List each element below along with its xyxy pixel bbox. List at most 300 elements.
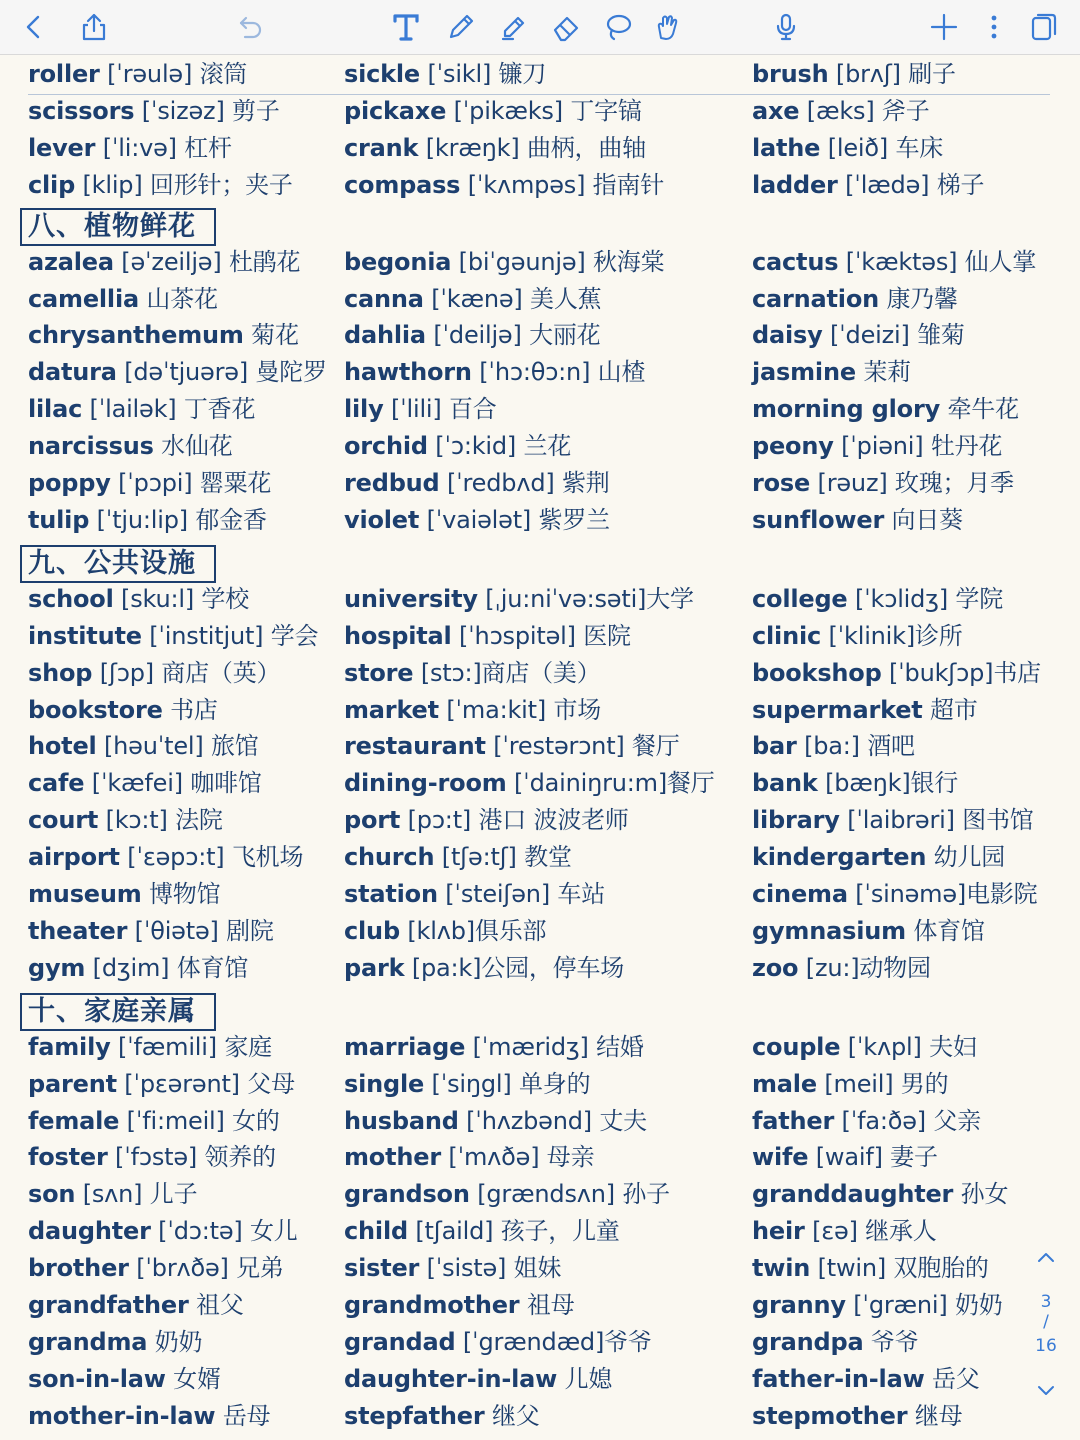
vocab-word: morning glory <box>752 395 941 424</box>
vocab-definition: 儿媳 <box>564 1364 613 1393</box>
vocab-definition: [ʃɔp] 商店（英） <box>99 658 281 687</box>
vocab-definition: [ˈsizəz] 剪子 <box>141 96 280 125</box>
vocab-word: lathe <box>752 133 821 162</box>
vocab-entry <box>28 283 218 315</box>
vocab-entry <box>752 878 1037 910</box>
vocab-entry <box>752 95 930 127</box>
vocab-definition: [ˈrestərɔnt] 餐厅 <box>493 732 680 761</box>
vocab-entry <box>28 430 233 462</box>
eraser-tool-icon[interactable] <box>548 9 584 45</box>
vocab-word: gym <box>28 953 86 982</box>
vocab-definition: [dəˈtjuərə] 曼陀罗 <box>124 358 327 387</box>
vocab-word: stepfather <box>344 1401 485 1430</box>
vocab-entry <box>28 95 280 127</box>
vocab-definition: [stɔ:]商店（美） <box>420 658 601 687</box>
vocab-definition: [klʌb]俱乐部 <box>407 916 547 945</box>
vocab-definition: [klip] 回形针；夹子 <box>82 170 293 199</box>
vocab-definition: 女婿 <box>173 1364 221 1393</box>
vocab-entry <box>344 95 642 127</box>
vocab-entry <box>28 730 259 762</box>
vocab-word: marriage <box>344 1032 466 1061</box>
vocab-word: tulip <box>28 505 90 534</box>
vocab-word: airport <box>28 843 120 872</box>
vocab-definition: 岳父 <box>931 1364 980 1393</box>
total-page-count: 16 <box>1035 1336 1057 1356</box>
vocab-definition: [sku:l] 学校 <box>121 584 250 613</box>
vocab-word: chrysanthemum <box>28 321 244 350</box>
vocab-word: twin <box>752 1254 811 1283</box>
vocab-definition: [ˈkʌpl] 夫妇 <box>847 1032 977 1061</box>
vocab-word: child <box>344 1217 408 1246</box>
vocab-entry <box>28 504 267 536</box>
vocab-entry <box>344 430 571 462</box>
vocab-entry <box>752 169 984 201</box>
hand-gesture-tool-icon[interactable] <box>650 9 686 45</box>
section-heading: 八、植物鲜花 <box>20 208 216 246</box>
vocab-word: single <box>344 1069 425 1098</box>
vocab-definition: [æks] 斧子 <box>806 96 930 125</box>
lasso-tool-icon[interactable] <box>600 9 636 45</box>
page-up-icon[interactable] <box>1034 1246 1058 1270</box>
vocab-definition: [ˈθiətə] 剧院 <box>134 916 274 945</box>
vocab-definition: [ˈsistə] 姐妹 <box>426 1254 562 1283</box>
vocab-word: peony <box>752 432 834 461</box>
vocab-definition: 菊花 <box>251 321 299 350</box>
vocab-definition: [ˈmʌðə] 母亲 <box>448 1143 595 1172</box>
vocab-definition: [ˈdeiljə] 大丽花 <box>433 321 601 350</box>
vocab-word: father-in-law <box>752 1364 925 1393</box>
vocab-definition: [ˈkæfei] 咖啡馆 <box>91 769 262 798</box>
vocab-entry <box>28 169 293 201</box>
note-page[interactable] <box>0 54 1080 1440</box>
vocab-definition: [həuˈtel] 旅馆 <box>104 732 259 761</box>
vocab-entry <box>28 915 274 947</box>
vocab-entry <box>344 1178 670 1210</box>
vocab-entry <box>752 1289 1003 1321</box>
vocab-word: sunflower <box>752 505 885 534</box>
vocab-definition: [ˈsikl] 镰刀 <box>427 60 547 88</box>
vocab-word: grandma <box>28 1327 148 1356</box>
vocab-entry <box>752 915 985 947</box>
share-icon[interactable] <box>76 9 112 45</box>
vocab-entry <box>344 132 646 164</box>
vocab-entry <box>344 1289 575 1321</box>
vocab-entry <box>28 804 223 836</box>
vocab-definition: [ˈpεərənt] 父母 <box>124 1069 295 1098</box>
vocab-word: begonia <box>344 247 452 276</box>
vocab-word: daughter-in-law <box>344 1364 558 1393</box>
vocab-definition: 继母 <box>914 1401 963 1430</box>
vocab-definition: [ˈsinəmə]电影院 <box>855 880 1038 908</box>
vocab-word: bookshop <box>752 658 882 687</box>
vocab-word: violet <box>344 505 420 534</box>
vocab-entry <box>344 1326 652 1358</box>
vocab-definition: [kɔ:t] 法院 <box>105 806 223 835</box>
vocab-entry <box>28 878 220 910</box>
vocab-word: supermarket <box>752 695 923 724</box>
vocab-entry <box>344 1141 594 1173</box>
vocab-word: poppy <box>28 469 111 497</box>
vocab-definition: [ˈpikæks] 丁字镐 <box>453 96 642 125</box>
vocab-entry <box>752 1326 919 1358</box>
vocab-word: daisy <box>752 321 823 350</box>
vocab-word: crank <box>344 133 419 162</box>
vocab-word: store <box>344 658 414 687</box>
vocab-definition: [ˈkænə] 美人蕉 <box>431 284 602 313</box>
vocab-word: sickle <box>344 60 421 88</box>
vocab-definition: [grændsʌn] 孙子 <box>477 1180 670 1209</box>
vocab-word: cactus <box>752 247 839 276</box>
vocab-word: cafe <box>28 769 85 798</box>
vocab-definition: [ˈlædə] 梯子 <box>845 170 985 199</box>
vocab-entry <box>28 1031 272 1063</box>
vocab-definition: [ˈlili] 百合 <box>390 395 497 424</box>
vocab-word: clinic <box>752 621 822 650</box>
vocab-entry <box>752 620 963 652</box>
vocab-entry <box>344 878 605 910</box>
vocab-word: port <box>344 806 401 835</box>
vocab-word: compass <box>344 170 461 199</box>
vocab-definition: [ˈdeizi] 雏菊 <box>829 321 965 350</box>
vocab-word: female <box>28 1106 120 1135</box>
vocab-entry <box>752 132 943 164</box>
vocab-word: hotel <box>28 732 97 761</box>
vocab-entry <box>752 583 1003 615</box>
vocab-definition: 奶奶 <box>154 1327 203 1356</box>
vocab-word: university <box>344 584 478 613</box>
vocab-definition: 祖母 <box>526 1291 575 1319</box>
vocab-entry <box>344 952 624 984</box>
vocab-entry <box>752 1105 981 1137</box>
vocab-word: granddaughter <box>752 1180 954 1209</box>
vocab-word: male <box>752 1069 817 1098</box>
page-separator: / <box>1043 1312 1049 1332</box>
vocab-definition: 康乃馨 <box>886 284 958 313</box>
vocab-definition: [sʌn] 儿子 <box>82 1180 198 1209</box>
vocab-definition: [ˈtju:lip] 郁金香 <box>96 505 267 534</box>
vocab-entry <box>28 767 262 799</box>
vocab-word: son <box>28 1180 76 1209</box>
vocab-word: pickaxe <box>344 96 447 125</box>
vocab-entry <box>752 1252 989 1284</box>
vocab-word: mother-in-law <box>28 1401 216 1430</box>
vocab-entry <box>752 356 911 388</box>
vocab-definition: [ˈsiŋgl] 单身的 <box>431 1069 591 1098</box>
vocab-word: library <box>752 806 840 835</box>
vocab-entry <box>28 246 300 278</box>
vocab-word: zoo <box>752 953 799 982</box>
vocab-entry <box>28 1363 221 1395</box>
vocab-definition: [ˈfɔstə] 领养的 <box>115 1143 276 1172</box>
vocab-definition: [ˈdainiŋru:m]餐厅 <box>514 769 715 798</box>
vocab-definition: [zu:]动物园 <box>805 953 931 982</box>
vocab-word: lever <box>28 133 96 162</box>
vocab-entry <box>344 730 680 762</box>
vocab-entry <box>752 504 963 536</box>
vocab-definition: 博物馆 <box>149 880 221 908</box>
vocab-word: kindergarten <box>752 843 927 872</box>
vocab-entry <box>28 583 249 615</box>
vocab-definition: [ˈfa:ðə] 父亲 <box>841 1106 981 1135</box>
vocab-word: college <box>752 584 848 613</box>
vocab-entry <box>752 767 958 799</box>
vocab-word: bookstore <box>28 695 163 724</box>
page-down-icon[interactable] <box>1034 1378 1058 1402</box>
vocab-definition: [ˈfi:meil] 女的 <box>126 1106 280 1135</box>
vocab-definition: [ˈlaibrəri] 图书馆 <box>847 806 1034 835</box>
vocab-definition: 祖父 <box>196 1291 244 1319</box>
vocab-word: carnation <box>752 284 880 313</box>
vocab-word: parent <box>28 1069 117 1098</box>
vocab-definition: [ˈhɔspitəl] 医院 <box>459 621 631 650</box>
back-chevron-icon[interactable] <box>16 9 52 45</box>
vocab-entry <box>752 694 978 726</box>
vocab-word: lilac <box>28 395 83 424</box>
vocab-entry <box>752 1031 977 1063</box>
vocab-word: bar <box>752 732 797 761</box>
vocab-word: canna <box>344 284 424 313</box>
vocab-word: daughter <box>28 1217 151 1246</box>
vocab-definition: 继父 <box>491 1401 540 1430</box>
vocab-definition: [meil] 男的 <box>824 1069 949 1098</box>
vocab-entry <box>752 657 1041 689</box>
vocab-entry <box>752 952 931 984</box>
vocab-word: ladder <box>752 170 838 199</box>
vocab-entry <box>344 246 664 278</box>
vocab-word: stepmother <box>752 1401 908 1430</box>
vocab-word: hospital <box>344 621 452 650</box>
vocab-entry <box>28 356 327 388</box>
vocab-entry <box>752 730 915 762</box>
vocab-word: mother <box>344 1143 441 1172</box>
vocab-word: school <box>28 584 114 613</box>
vocab-entry <box>752 1068 948 1100</box>
vocab-entry <box>344 393 497 425</box>
vocab-definition: [biˈgəunjə] 秋海棠 <box>458 247 665 276</box>
vocab-word: granny <box>752 1291 846 1319</box>
vocab-entry <box>752 393 1019 425</box>
vocab-entry <box>344 1068 590 1100</box>
vocab-entry <box>28 1068 295 1100</box>
vocab-definition: 幼儿园 <box>933 843 1006 872</box>
vocab-entry <box>28 467 271 499</box>
vocab-definition: [əˈzeiljə] 杜鹃花 <box>121 247 301 276</box>
vocab-definition: 超市 <box>930 695 978 724</box>
vocab-word: roller <box>28 60 100 88</box>
vocab-entry <box>344 657 601 689</box>
vocab-entry <box>28 1178 197 1210</box>
vocab-definition: 向日葵 <box>891 505 963 534</box>
vocab-definition: [ˈbukʃɔp]书店 <box>889 658 1041 687</box>
vocab-entry <box>344 1031 644 1063</box>
vocab-definition: [ˈma:kit] 市场 <box>446 695 602 724</box>
vocab-entry <box>344 504 610 536</box>
vocab-word: orchid <box>344 432 428 461</box>
vocab-definition: [dʒim] 体育馆 <box>92 953 249 982</box>
vocab-definition: [ˈklinik]诊所 <box>828 621 963 650</box>
vocab-entry <box>752 319 965 351</box>
vocab-definition: [ˈpɔpi] 罂粟花 <box>118 469 272 497</box>
text-tool-icon[interactable] <box>388 9 424 45</box>
vocab-entry <box>28 319 299 351</box>
vocab-definition: [ˈkʌmpəs] 指南针 <box>467 170 665 199</box>
vocab-definition: [ˈli:və] 杠杆 <box>102 133 232 162</box>
vocab-definition: [ˈgrændæd]爷爷 <box>462 1327 652 1356</box>
section-heading: 九、公共设施 <box>20 545 216 583</box>
vocab-definition: [ˈεəpɔ:t] 飞机场 <box>127 843 304 872</box>
vocab-definition: [ˈrəulə] 滚筒 <box>107 60 248 88</box>
toolbar <box>0 0 1080 55</box>
vocab-word: theater <box>28 916 128 945</box>
vocab-word: market <box>344 695 439 724</box>
vocab-definition: 茉莉 <box>863 358 911 387</box>
vocab-definition: [ˈsteiʃən] 车站 <box>445 880 606 908</box>
vocab-entry <box>28 393 255 425</box>
vocab-entry <box>344 767 715 799</box>
vocab-definition: 水仙花 <box>161 432 233 461</box>
vocab-definition: 书店 <box>170 695 218 724</box>
vocab-definition: 牵牛花 <box>947 395 1019 424</box>
vocab-word: grandad <box>344 1327 456 1356</box>
vocab-definition: [tʃaild] 孩子，儿童 <box>415 1217 620 1246</box>
vocab-entry <box>344 1400 540 1432</box>
vocab-entry <box>344 694 601 726</box>
vocab-word: datura <box>28 358 117 387</box>
vocab-word: camellia <box>28 284 139 313</box>
vocab-entry <box>752 246 1036 278</box>
vocab-entry <box>344 283 601 315</box>
vocab-entry <box>752 467 1014 499</box>
vocab-word: wife <box>752 1143 809 1172</box>
more-options-icon[interactable] <box>976 9 1012 45</box>
vocab-word: park <box>344 953 405 982</box>
vocab-word: gymnasium <box>752 916 906 945</box>
vocab-word: dahlia <box>344 321 426 350</box>
vocab-word: court <box>28 806 99 835</box>
vocab-entry <box>28 841 303 873</box>
vocab-definition: [twin] 双胞胎的 <box>817 1254 989 1283</box>
vocab-entry <box>28 657 280 689</box>
vocab-word: axe <box>752 96 800 125</box>
vocab-definition: [tʃə:tʃ] 教堂 <box>441 843 572 872</box>
vocab-word: scissors <box>28 96 135 125</box>
vocab-entry <box>344 915 546 947</box>
vocab-entry <box>28 1400 270 1432</box>
vocab-definition: 山茶花 <box>146 284 218 313</box>
vocab-definition: [ˈgræni] 奶奶 <box>853 1291 1003 1319</box>
vocab-word: station <box>344 880 438 908</box>
vocab-entry <box>752 841 1005 873</box>
vocab-entry <box>344 356 645 388</box>
vocab-entry <box>28 694 218 726</box>
vocab-entry <box>752 58 956 90</box>
vocab-word: museum <box>28 880 142 908</box>
vocab-definition: [ˈkɔlidʒ] 学院 <box>854 584 1004 613</box>
vocab-definition: [ˈlailək] 丁香花 <box>89 395 256 424</box>
vocab-word: couple <box>752 1032 841 1061</box>
pen-tool-icon[interactable] <box>443 9 479 45</box>
vocab-word: rose <box>752 469 811 497</box>
vocab-entry <box>344 804 629 836</box>
vocab-definition: 爷爷 <box>870 1327 919 1356</box>
vocab-definition: 孙女 <box>960 1180 1009 1209</box>
vocab-entry <box>752 283 958 315</box>
vocab-definition: [kræŋk] 曲柄，曲轴 <box>425 133 646 162</box>
vocab-word: foster <box>28 1143 108 1172</box>
section-heading: 十、家庭亲属 <box>20 993 216 1031</box>
vocab-entry <box>752 1215 937 1247</box>
vocab-word: restaurant <box>344 732 486 761</box>
vocab-definition: [ba:] 酒吧 <box>804 732 915 761</box>
vocab-definition: [ˈinstitjut] 学会 <box>149 621 319 650</box>
vocab-definition: [ˈdɔ:tə] 女儿 <box>158 1217 298 1246</box>
vocab-word: bank <box>752 769 818 798</box>
vocab-definition: [ˈhɔ:θɔ:n] 山楂 <box>479 358 646 387</box>
vocab-word: grandson <box>344 1180 470 1209</box>
vocab-definition: [bæŋk]银行 <box>825 769 959 798</box>
add-page-icon[interactable] <box>926 9 962 45</box>
page-navigator <box>1026 1240 1066 1410</box>
vocab-entry <box>28 132 232 164</box>
vocab-entry <box>752 1363 980 1395</box>
microphone-icon[interactable] <box>768 9 804 45</box>
vocab-word: hawthorn <box>344 358 472 387</box>
vocab-entry <box>28 1289 244 1321</box>
vocab-word: brush <box>752 60 829 88</box>
vocab-entry <box>344 841 572 873</box>
vocab-definition: 岳母 <box>222 1401 271 1430</box>
current-page-number: 3 <box>1040 1292 1052 1312</box>
vocab-word: institute <box>28 621 142 650</box>
vocab-entry <box>752 1141 938 1173</box>
vocab-word: son-in-law <box>28 1364 166 1393</box>
vocab-definition: [leið] 车床 <box>827 133 944 162</box>
vocab-entry <box>752 1400 962 1432</box>
vocab-entry <box>344 1215 620 1247</box>
vocab-definition: [ˈvaiələt] 紫罗兰 <box>426 505 610 534</box>
vocab-entry <box>28 1252 284 1284</box>
highlighter-tool-icon[interactable] <box>496 9 532 45</box>
vocab-word: lily <box>344 395 384 424</box>
vocab-definition: [εə] 继承人 <box>812 1217 937 1246</box>
undo-icon[interactable] <box>232 9 268 45</box>
vocab-word: club <box>344 916 400 945</box>
vocab-word: father <box>752 1106 835 1135</box>
vocab-word: family <box>28 1032 111 1061</box>
vocab-entry <box>28 58 247 90</box>
vocab-definition: [ˈɔ:kid] 兰花 <box>435 432 572 461</box>
vocab-definition: [ˈbrʌðə] 兄弟 <box>136 1254 284 1283</box>
vocab-entry <box>344 58 546 90</box>
vocab-word: redbud <box>344 469 440 497</box>
vocab-entry <box>752 1178 1008 1210</box>
vocab-definition: [rəuz] 玫瑰；月季 <box>817 469 1014 497</box>
vocab-entry <box>28 952 248 984</box>
vocab-word: azalea <box>28 247 114 276</box>
vocab-definition: 体育馆 <box>913 916 985 945</box>
vocab-entry <box>752 430 1002 462</box>
vocab-definition: [ˈkæktəs] 仙人掌 <box>845 247 1037 276</box>
vocab-word: grandmother <box>344 1291 520 1319</box>
vocab-definition: [ˈredbʌd] 紫荆 <box>446 469 610 497</box>
vocab-entry <box>28 620 318 652</box>
vocab-entry <box>344 1105 647 1137</box>
vocab-word: narcissus <box>28 432 154 461</box>
vocab-definition: [ˈhʌzbənd] 丈夫 <box>466 1106 647 1135</box>
vocab-definition: [waif] 妻子 <box>815 1143 938 1172</box>
vocab-word: church <box>344 843 435 872</box>
pages-icon[interactable] <box>1026 9 1062 45</box>
